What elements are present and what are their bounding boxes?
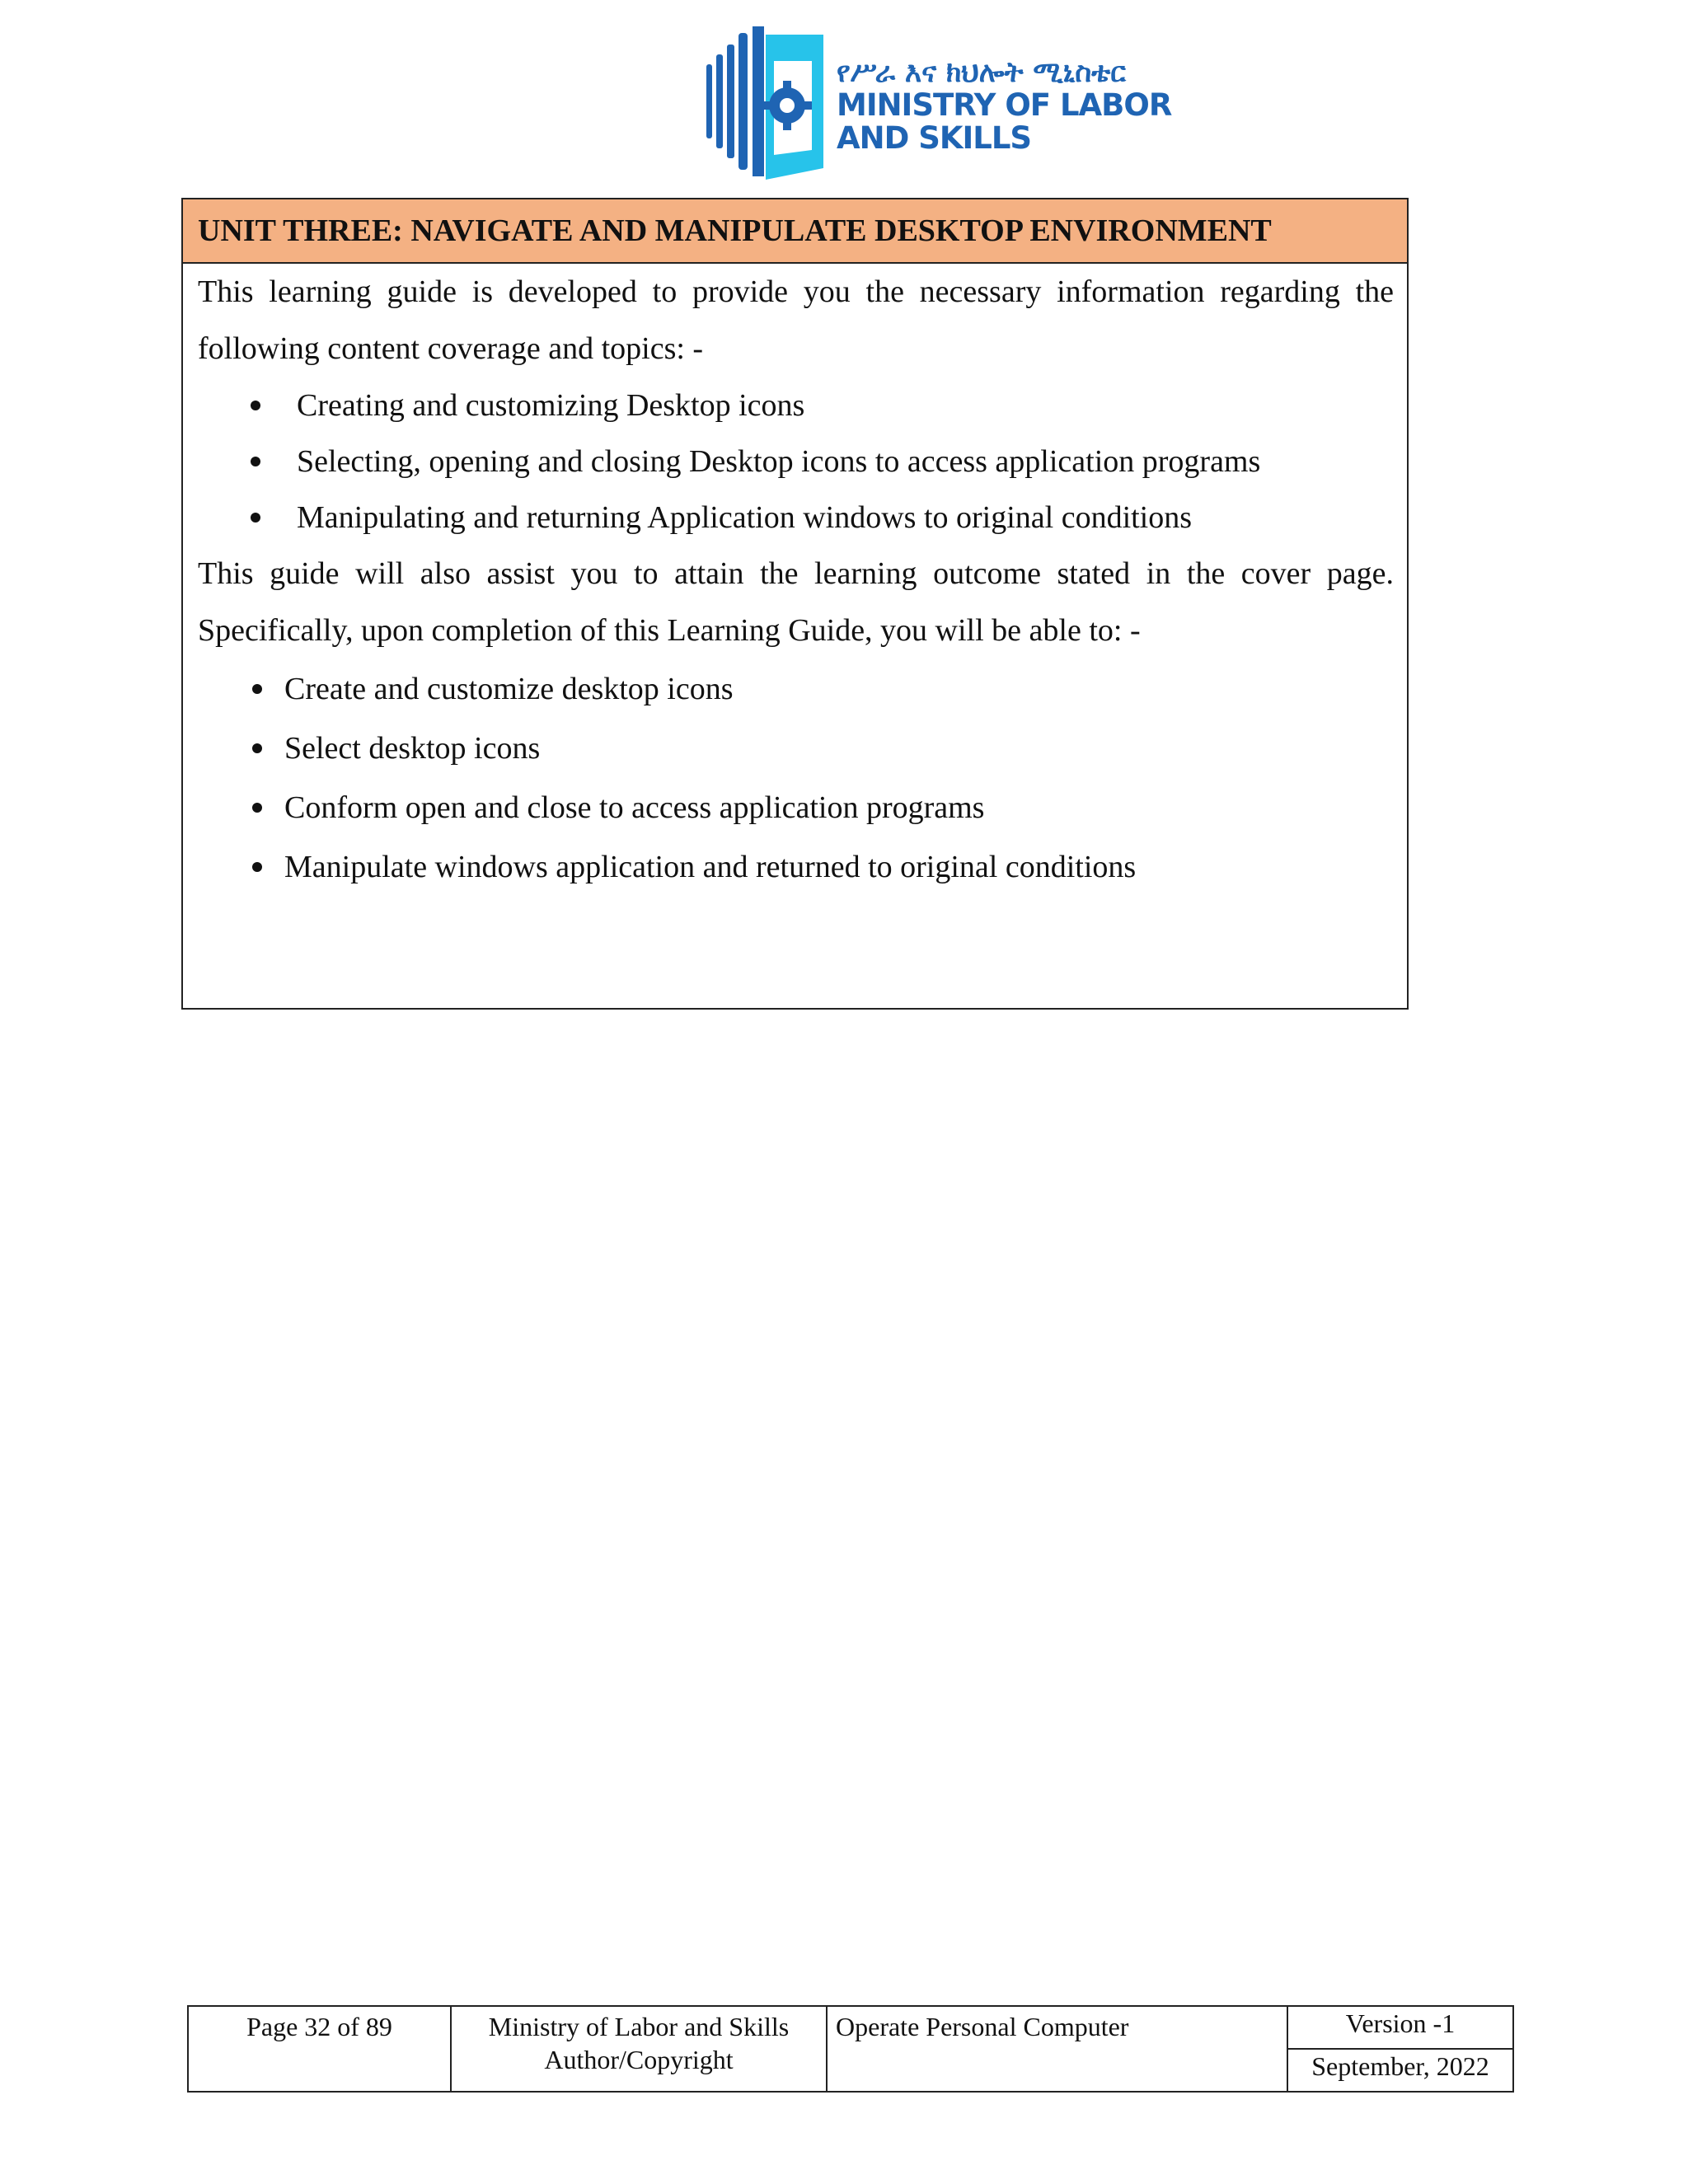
footer-ministry xyxy=(451,2006,827,2092)
footer-ministry-name: Ministry of Labor and Skills xyxy=(488,2012,790,2041)
footer-course-title: Operate Personal Computer xyxy=(827,2006,1287,2092)
topic-list xyxy=(198,377,1394,546)
topic-item xyxy=(198,434,1394,490)
outcome-text: Select desktop icons xyxy=(284,731,541,766)
bullet-icon xyxy=(252,803,262,813)
bullet-icon xyxy=(251,513,260,523)
logo-amharic-text: የሥራ እና ክህሎት ሚኒስቴር xyxy=(837,56,1126,89)
outcome-text: Manipulate windows application and returned to original conditions xyxy=(284,850,1137,884)
topic-text: Creating and customizing Desktop icons xyxy=(297,388,805,423)
topic-item xyxy=(198,377,1394,434)
unit-title: UNIT THREE: NAVIGATE AND MANIPULATE DESKTOP ENVIRONMENT xyxy=(183,199,1407,264)
topic-item xyxy=(198,490,1394,546)
outcome-text: Conform open and close to access application programs xyxy=(284,790,985,825)
footer-date: September, 2022 xyxy=(1287,2049,1513,2092)
footer-page-number: Page 32 of 89 xyxy=(188,2006,451,2092)
ministry-book-gear-icon xyxy=(706,23,830,180)
topic-text: Manipulating and returning Application windows to original conditions xyxy=(297,500,1193,535)
outcome-item xyxy=(198,778,1394,837)
intro-paragraph: This learning guide is developed to provide you the necessary information regarding the following content coverage and topics: - xyxy=(198,274,1394,366)
logo-line-1: MINISTRY OF LABOR xyxy=(837,87,1172,123)
outcome-item xyxy=(198,659,1394,719)
ministry-logo xyxy=(706,23,1172,180)
bullet-icon xyxy=(251,457,260,466)
outcome-paragraph: This guide will also assist you to attain the learning outcome stated in the cover page. Specifically, upon completion of this Learning Guide, you will be able to: - xyxy=(198,556,1394,648)
unit-box xyxy=(181,198,1409,1010)
footer-version: Version -1 xyxy=(1287,2006,1513,2049)
bullet-icon xyxy=(252,743,262,753)
footer-copyright: Author/Copyright xyxy=(544,2045,734,2074)
outcome-list xyxy=(198,659,1394,897)
logo-line-2: AND SKILLS xyxy=(837,120,1032,156)
bullet-icon xyxy=(251,401,260,410)
bullet-icon xyxy=(252,684,262,694)
outcome-item xyxy=(198,837,1394,897)
page-footer xyxy=(187,2005,1514,2093)
outcome-text: Create and customize desktop icons xyxy=(284,672,734,706)
bullet-icon xyxy=(252,862,262,872)
outcome-item xyxy=(198,719,1394,778)
topic-text: Selecting, opening and closing Desktop icons to access application programs xyxy=(297,444,1261,479)
unit-body xyxy=(183,264,1407,897)
